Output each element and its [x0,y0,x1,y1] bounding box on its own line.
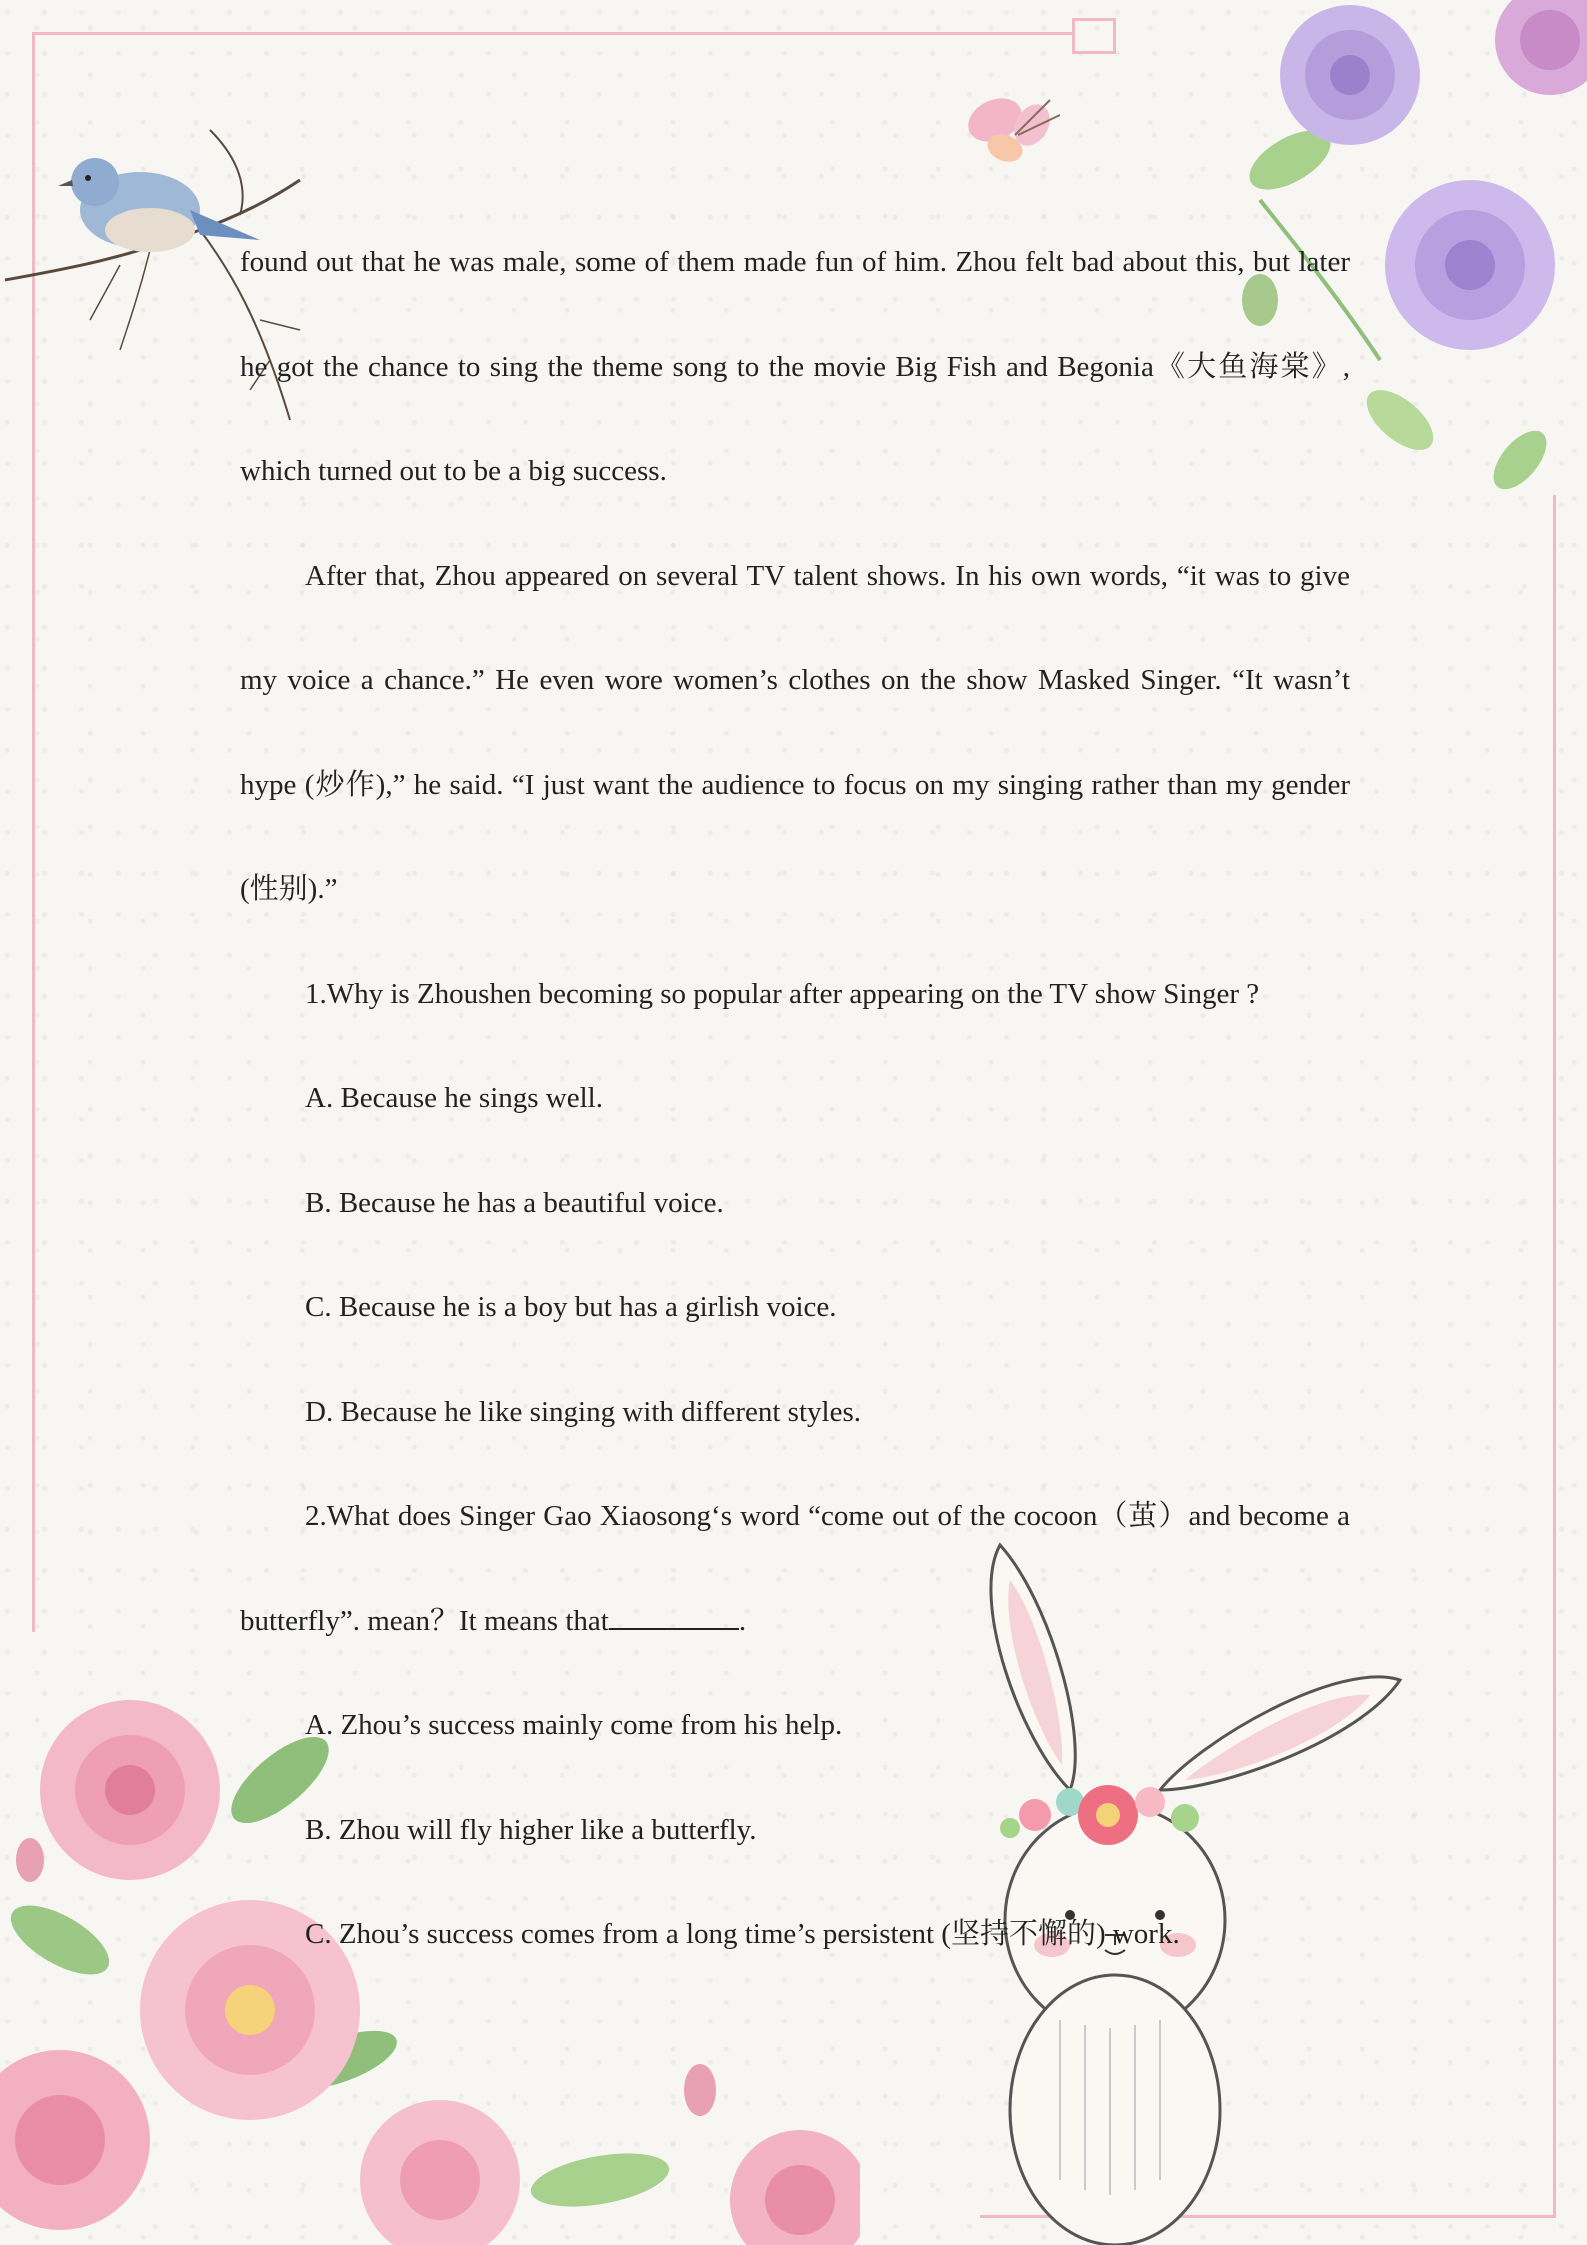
question-2-option-a: A. Zhou’s success mainly come from his help. [305,1709,843,1741]
butterfly-icon [960,80,1070,180]
frame-right-line [1553,495,1556,2215]
question-1-option-a: A. Because he sings well. [305,1082,603,1114]
passage-paragraph-2: After that, Zhou appeared on several TV talent shows. In his own words, “it was to give my voice a chance.” He even wore women’s clothes on the show Masked Singer. “It wasn’t hype (炒作),” he said. “I just want the audience to focus on my singing rather than my gender (性别).” [240,559,1350,905]
question-1-stem: 1.Why is Zhoushen becoming so popular after appearing on the TV show Singer ? [305,977,1260,1010]
frame-corner-square [1072,18,1116,54]
question-1-option-c: C. Because he is a boy but has a girlish voice. [305,1291,837,1323]
document-text [240,210,1350,1987]
answer-blank [609,1600,739,1630]
question-1-option-d: D. Because he like singing with different styles. [305,1395,861,1428]
question-2-stem [240,1464,1350,1673]
frame-top-line [32,32,1072,35]
question-1-option-b: B. Because he has a beautiful voice. [305,1186,724,1219]
question-2-option-b: B. Zhou will fly higher like a butterfly. [305,1813,757,1846]
passage-paragraph-1: found out that he was male, some of them made fun of him. Zhou felt bad about this, but later he got the chance to sing the theme song to the movie Big Fish and Begonia《大鱼海棠》, which turned out to be a big success. [240,246,1350,487]
question-2-option-c: C. Zhou’s success comes from a long time’s persistent (坚持不懈的) work. [305,1918,1180,1950]
question-2-stem-end: . [738,1604,747,1637]
question-2-stem-text: 2.What does Singer Gao Xiaosong‘s word “come out of the cocoon（茧）and become a butterfly”. mean？It means that [240,1500,1350,1637]
bluebird-icon [58,158,260,252]
